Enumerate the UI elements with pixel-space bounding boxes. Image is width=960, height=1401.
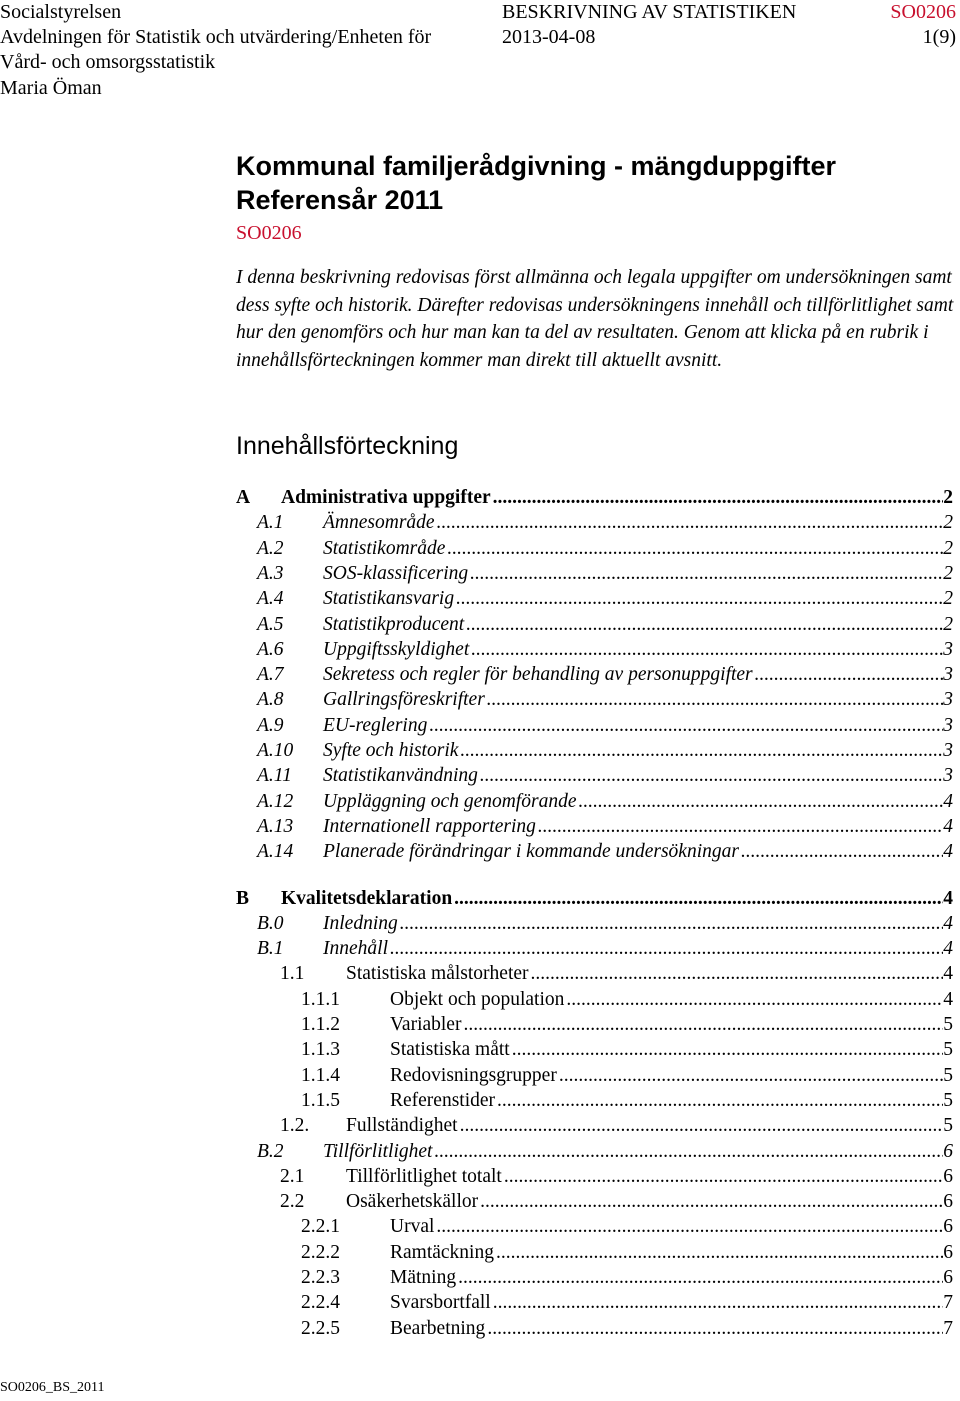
toc-leader-dots: [566, 989, 943, 1011]
toc-entry-page: 5: [943, 1039, 953, 1061]
toc-entry-number: 2.2.1: [301, 1216, 340, 1238]
toc-entry[interactable]: [301, 1014, 953, 1036]
header-department: Avdelningen för Statistik och utvärdering/Enheten för: [0, 26, 432, 48]
toc-entry-page: 7: [943, 1292, 953, 1314]
page-subtitle: Referensår 2011: [236, 185, 444, 215]
toc-entry[interactable]: [257, 740, 953, 762]
toc-entry-number: 1.1: [280, 963, 305, 985]
toc-leader-dots: [434, 1141, 943, 1163]
toc-entry[interactable]: [280, 1166, 953, 1188]
toc-leader-dots: [487, 1318, 943, 1340]
toc-entry-page: 6: [943, 1267, 953, 1288]
toc-entry-page: 4: [943, 790, 953, 812]
toc-entry-label: Redovisningsgrupper: [390, 1064, 557, 1086]
toc-entry-label: Uppläggning och genomförande: [323, 790, 577, 812]
toc-entry-number: A.9: [257, 714, 284, 736]
toc-entry-label: Urval: [390, 1216, 435, 1238]
toc-leader-dots: [755, 664, 944, 686]
toc-entry[interactable]: [301, 1292, 953, 1314]
header-author: Maria Öman: [0, 77, 102, 99]
toc-entry-label: EU-reglering: [323, 714, 428, 736]
toc-entry-number: A.14: [257, 841, 294, 863]
toc-entry[interactable]: [280, 1115, 953, 1137]
toc-entry-page: 6: [943, 1216, 953, 1238]
toc-entry-number: 1.1.1: [301, 988, 340, 1010]
toc-entry-label: Objekt och population: [390, 988, 565, 1010]
toc-entry-label: Bearbetning: [390, 1317, 486, 1339]
toc-entry-label: Mätning: [390, 1267, 457, 1288]
toc-leader-dots: [466, 614, 943, 636]
toc-entry-number: 1.1.2: [301, 1014, 340, 1035]
toc-entry-number: 1.2.: [280, 1115, 310, 1137]
toc-entry-page: 4: [943, 988, 953, 1010]
toc-leader-dots: [493, 487, 944, 509]
header-date: 2013-04-08: [502, 26, 596, 48]
toc-entry-page: 6: [943, 1191, 953, 1213]
toc-entry-page: 3: [943, 714, 953, 736]
toc-entry[interactable]: [301, 1039, 953, 1061]
toc-entry[interactable]: [257, 588, 953, 610]
toc-entry-label: Inledning: [323, 912, 398, 934]
toc-entry-page: 4: [943, 963, 953, 985]
toc-entry-number: A.11: [257, 765, 292, 787]
toc-leader-dots: [471, 639, 943, 661]
header-unit: Vård- och omsorgsstatistik: [0, 51, 216, 73]
toc-entry[interactable]: [301, 1267, 953, 1289]
toc-entry-number: 2.2.5: [301, 1317, 340, 1339]
toc-leader-dots: [512, 1039, 944, 1061]
toc-leader-dots: [456, 588, 943, 610]
toc-entry-page: 4: [943, 815, 953, 837]
toc-entry-page: 2: [943, 613, 953, 635]
toc-entry[interactable]: [257, 512, 953, 534]
toc-entry-number: 2.2.2: [301, 1241, 340, 1263]
toc-entry[interactable]: [236, 487, 953, 509]
toc-entry-label: Osäkerhetskällor: [346, 1191, 479, 1213]
toc-leader-dots: [436, 1216, 943, 1238]
toc-entry-number: B.0: [257, 912, 284, 934]
toc-entry-number: 2.2: [280, 1191, 305, 1213]
toc-entry-label: Ämnesområde: [323, 512, 435, 534]
header-page-number: 1(9): [922, 26, 956, 48]
toc-entry-page: 4: [943, 912, 953, 934]
toc-leader-dots: [447, 538, 943, 560]
toc-entry[interactable]: [257, 765, 953, 787]
toc-entry-number: A: [236, 487, 251, 508]
toc-entry-number: B.1: [257, 938, 284, 960]
toc-entry-number: A.3: [257, 562, 284, 584]
toc-leader-dots: [741, 841, 943, 863]
toc-leader-dots: [429, 715, 943, 737]
toc-leader-dots: [460, 1115, 944, 1137]
toc-leader-dots: [458, 1267, 943, 1289]
toc-entry[interactable]: [257, 563, 953, 585]
toc-entry-number: B: [236, 887, 250, 909]
toc-entry[interactable]: [280, 963, 953, 985]
toc-entry-page: 6: [943, 1165, 953, 1187]
toc-entry[interactable]: [257, 1141, 953, 1163]
toc-entry-page: 7: [943, 1317, 953, 1339]
toc-leader-dots: [400, 913, 944, 935]
toc-entry-number: A.7: [257, 664, 284, 686]
toc-entry-label: Gallringsföreskrifter: [323, 689, 485, 711]
toc-entry-page: 4: [943, 887, 953, 909]
toc-leader-dots: [578, 791, 943, 813]
title-code: SO0206: [236, 222, 302, 244]
toc-entry-label: SOS-klassificering: [323, 562, 469, 584]
toc-entry[interactable]: [257, 938, 953, 960]
toc-leader-dots: [538, 816, 943, 838]
toc-entry-page: 2: [943, 487, 953, 508]
toc-entry-page: 3: [943, 765, 953, 787]
toc-entry-page: 5: [943, 1115, 953, 1137]
toc-leader-dots: [531, 963, 944, 985]
toc-entry-number: A.13: [257, 815, 294, 837]
toc-leader-dots: [504, 1166, 943, 1188]
toc-entry-number: 2.1: [280, 1165, 305, 1187]
toc-entry-label: Referenstider: [390, 1089, 496, 1111]
toc-entry-number: A.8: [257, 689, 284, 711]
toc-entry-label: Kvalitetsdeklaration: [281, 887, 453, 909]
toc-entry-page: 5: [943, 1064, 953, 1086]
toc-entry-page: 4: [943, 938, 953, 960]
toc-leader-dots: [437, 512, 944, 534]
toc-leader-dots: [496, 1242, 943, 1264]
header-doc-type: BESKRIVNING AV STATISTIKEN: [502, 1, 797, 23]
toc-entry-page: 4: [943, 841, 953, 863]
toc-entry-label: Innehåll: [323, 938, 388, 960]
toc-entry-label: Statistikanvändning: [323, 765, 478, 787]
toc-entry[interactable]: [257, 791, 953, 813]
toc-entry-number: A.5: [257, 613, 284, 635]
toc-entry-label: Sekretess och regler för behandling av personuppgifter: [323, 664, 753, 686]
toc-entry-label: Fullständighet: [346, 1115, 458, 1137]
toc-entry[interactable]: [257, 689, 953, 711]
toc-leader-dots: [480, 1191, 943, 1213]
toc-entry-page: 3: [943, 740, 953, 761]
toc-entry-label: Administrativa uppgifter: [281, 487, 491, 508]
toc-entry-number: A.4: [257, 588, 284, 610]
toc-entry-label: Statistiska målstorheter: [346, 963, 529, 985]
header-org: Socialstyrelsen: [0, 1, 122, 23]
toc-entry[interactable]: [257, 816, 953, 838]
toc-entry-page: 3: [943, 638, 953, 660]
toc-entry-number: 1.1.3: [301, 1039, 340, 1061]
toc-entry[interactable]: [257, 664, 953, 686]
toc-entry[interactable]: [301, 1242, 953, 1264]
toc-entry-page: 6: [943, 1241, 953, 1263]
toc-entry-label: Statistikområde: [323, 537, 446, 559]
toc-entry-number: 1.1.5: [301, 1089, 340, 1111]
toc-entry[interactable]: [301, 1318, 953, 1340]
toc-leader-dots: [460, 740, 943, 762]
toc-leader-dots: [497, 1090, 943, 1112]
toc-entry-number: A.10: [257, 740, 294, 761]
toc-entry-page: 2: [943, 588, 953, 610]
toc-entry-label: Planerade förändringar i kommande undersökningar: [323, 841, 739, 863]
toc-leader-dots: [390, 938, 943, 960]
toc-entry-number: A.12: [257, 790, 294, 812]
toc-entry-label: Uppgiftsskyldighet: [323, 638, 470, 660]
toc-entry[interactable]: [280, 1191, 953, 1213]
toc-entry[interactable]: [257, 841, 953, 863]
toc-leader-dots: [487, 689, 943, 711]
toc-entry-label: Statistikansvarig: [323, 588, 455, 610]
toc-entry-number: B.2: [257, 1140, 284, 1162]
footer-code: SO0206_BS_2011: [0, 1380, 105, 1395]
toc-entry-label: Syfte och historik: [323, 740, 459, 761]
toc-leader-dots: [463, 1014, 943, 1036]
toc-leader-dots: [559, 1065, 943, 1087]
toc-entry-label: Internationell rapportering: [323, 815, 536, 837]
toc-entry[interactable]: [257, 913, 953, 935]
toc-entry-number: 2.2.4: [301, 1292, 340, 1314]
toc-entry-page: 3: [943, 664, 953, 686]
toc-entry-number: A.6: [257, 638, 284, 660]
toc-leader-dots: [493, 1292, 944, 1314]
intro-paragraph: I denna beskrivning redovisas först allmänna och legala uppgifter om undersökningen samt dess syfte och historik. Därefter redovisas undersökningens innehåll och tillförlitlighet samt hur den genomförs och hur man kan ta del av resultaten. Genom att klicka på en rubrik i innehållsförteckningen kommer man direkt till aktuellt avsnitt.: [236, 267, 954, 371]
toc-entry[interactable]: [257, 614, 953, 636]
toc-entry-label: Variabler: [390, 1014, 462, 1035]
toc-entry[interactable]: [257, 639, 953, 661]
toc-entry-number: A.2: [257, 537, 284, 559]
toc-entry[interactable]: [301, 989, 953, 1011]
toc-entry-page: 2: [943, 562, 953, 584]
toc-entry-label: Ramtäckning: [390, 1241, 494, 1263]
toc-entry[interactable]: [257, 715, 953, 737]
toc-entry-label: Statistikproducent: [323, 613, 465, 635]
toc-entry-number: 1.1.4: [301, 1064, 340, 1086]
toc-leader-dots: [454, 888, 943, 910]
toc-leader-dots: [480, 765, 943, 787]
header-code: SO0206: [890, 1, 956, 23]
toc-entry-page: 5: [943, 1089, 953, 1111]
page-title: Kommunal familjerådgivning - mängduppgifter: [236, 151, 837, 181]
toc-entry-label: Svarsbortfall: [390, 1292, 491, 1314]
toc-entry[interactable]: [301, 1065, 953, 1087]
toc-entry[interactable]: [236, 888, 953, 910]
toc-entry-page: 6: [943, 1140, 953, 1162]
toc-entry-label: Tillförlitlighet: [323, 1140, 433, 1162]
toc-leader-dots: [470, 563, 943, 585]
toc-entry-page: 2: [943, 537, 953, 559]
toc-entry-label: Statistiska mått: [390, 1039, 510, 1061]
toc-entry-page: 3: [943, 689, 953, 711]
toc-heading: Innehållsförteckning: [236, 432, 459, 460]
toc-entry[interactable]: [257, 538, 953, 560]
toc-entry-number: A.1: [257, 512, 284, 534]
toc-entry-label: Tillförlitlighet totalt: [346, 1165, 502, 1187]
toc-entry[interactable]: [301, 1216, 953, 1238]
toc-entry-number: 2.2.3: [301, 1267, 340, 1288]
toc-entry[interactable]: [301, 1090, 953, 1112]
toc-entry-page: 5: [943, 1014, 953, 1035]
toc-entry-page: 2: [943, 512, 953, 534]
